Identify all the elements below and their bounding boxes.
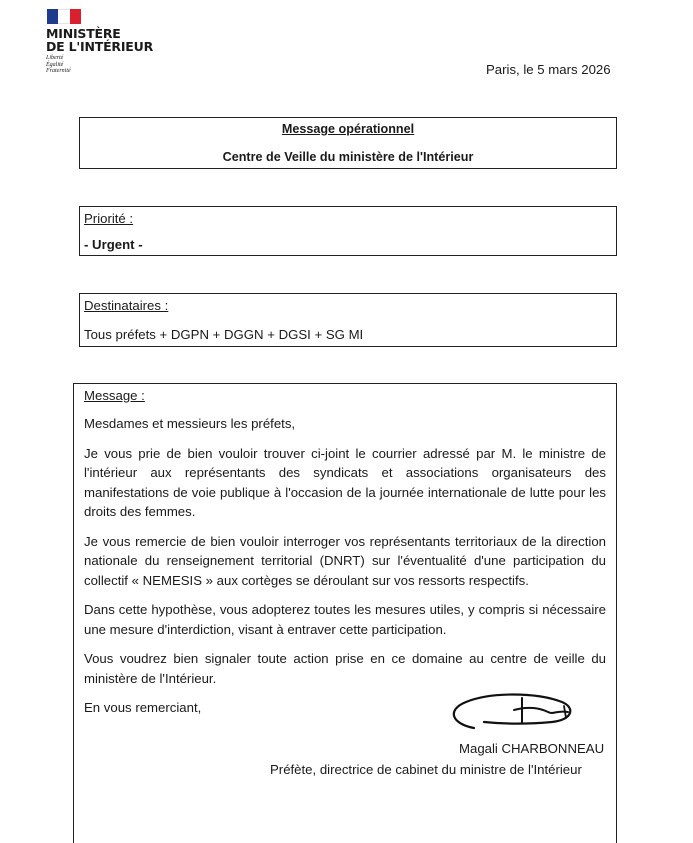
- document-title: Message opérationnel: [281, 122, 415, 136]
- motto-egalite: Égalité: [46, 61, 64, 68]
- motto-liberte: Liberté: [46, 55, 64, 61]
- signatory-title: Préfète, directrice de cabinet du ministre de l'Intérieur: [270, 762, 582, 777]
- priority-box: [79, 206, 617, 256]
- document-date: Paris, le 5 mars 2026: [486, 62, 611, 77]
- document-subtitle: Centre de Veille du ministère de l'Intérieur: [222, 150, 474, 164]
- priority-label: Priorité :: [84, 211, 134, 226]
- ministry-line1: MINISTÈRE: [46, 26, 121, 41]
- ministry-name: [46, 27, 153, 53]
- message-paragraph: Je vous remercie de bien vouloir interroger vos représentants territoriaux de la direction nationale du renseignement territorial (DNRT) sur l'éventualité d'une participation du collectif « NEMESIS » aux cortèges se déroulant sur vos ressorts respectifs.: [84, 533, 606, 588]
- message-paragraph: Je vous prie de bien vouloir trouver ci-joint le courrier adressé par M. le ministre de l'intérieur aux représentants des syndicats et associations organisateurs des manifestations de voie publique à l'occasion de la journée internationale de lutte pour les droits des femmes.: [84, 445, 606, 519]
- message-label: Message :: [84, 388, 145, 403]
- french-flag-icon: [47, 9, 81, 24]
- recipients-box: [79, 293, 617, 347]
- signatory-name: Magali CHARBONNEAU: [459, 741, 605, 756]
- recipients-label: Destinataires :: [84, 298, 169, 313]
- message-paragraph: Vous voudrez bien signaler toute action prise en ce domaine au centre de veille du ministère de l'Intérieur.: [84, 651, 606, 686]
- ministry-line2: DE L'INTÉRIEUR: [46, 39, 154, 54]
- title-box: [79, 117, 617, 169]
- message-paragraph: Dans cette hypothèse, vous adopterez toutes les mesures utiles, y compris si nécessaire une mesure d'interdiction, visant à entraver cette participation.: [84, 602, 606, 637]
- message-greeting: Mesdames et messieurs les préfets,: [84, 416, 296, 431]
- recipients-value: Tous préfets + DGPN + DGGN + DGSI + SG MI: [84, 327, 364, 342]
- priority-value: - Urgent -: [84, 237, 143, 252]
- message-body: [84, 414, 606, 728]
- message-closing: En vous remerciant,: [84, 700, 202, 715]
- ministry-logo: [46, 9, 153, 75]
- republic-motto: [46, 55, 153, 75]
- motto-fraternite: Fraternité: [46, 68, 71, 74]
- handwritten-signature: [444, 688, 584, 744]
